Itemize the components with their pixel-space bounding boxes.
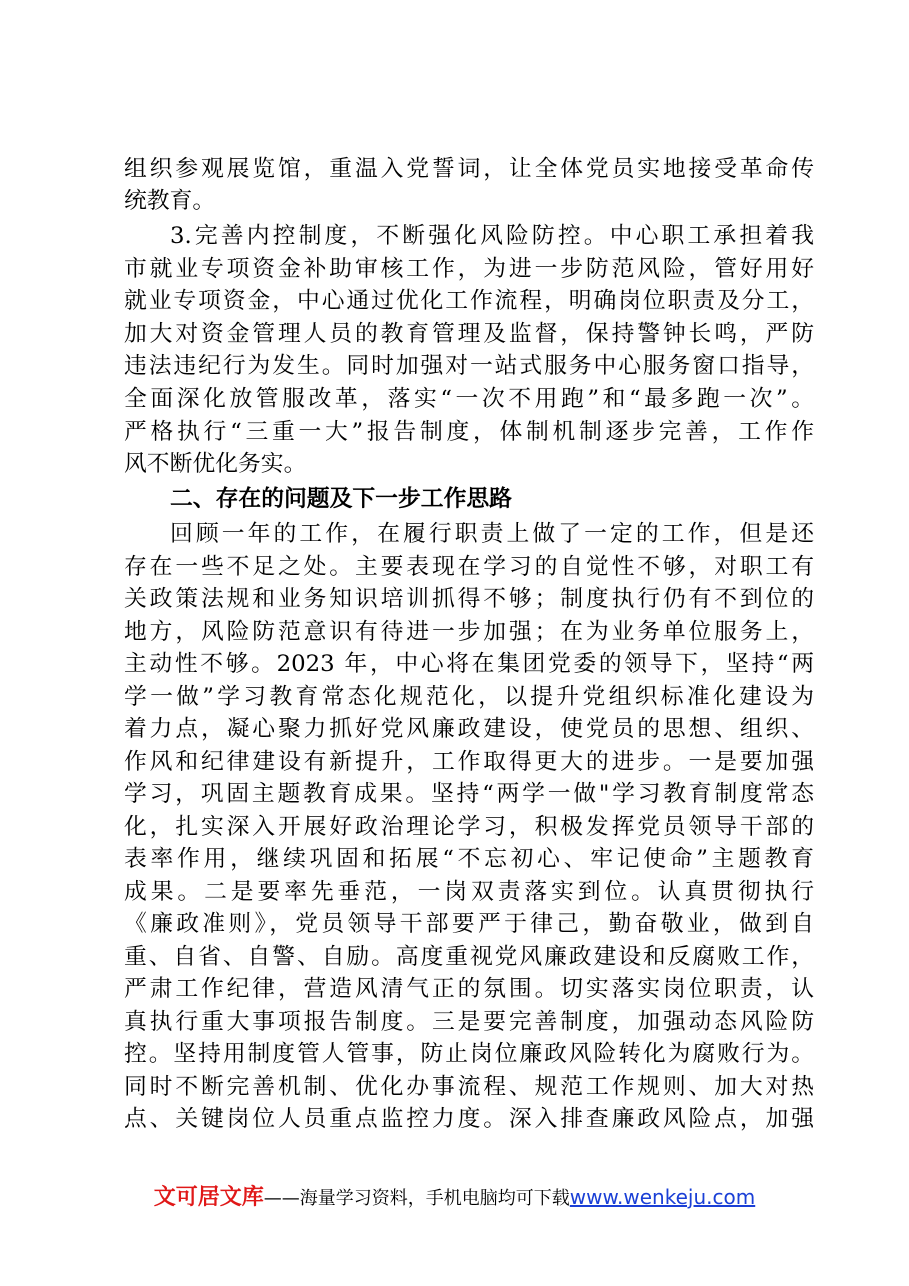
text-line: 作风和纪律建设有新提升，工作取得更大的进步。一是要加强 — [124, 749, 814, 775]
text-line: 真执行重大事项报告制度。三是要完善制度，加强动态风险防 — [124, 1009, 814, 1035]
text-line: 主动性不够。2023 年，中心将在集团党委的领导下，坚持“两 — [124, 651, 814, 677]
text-line: 严肃工作纪律，营造风清气正的氛围。切实落实岗位职责，认 — [124, 976, 814, 1002]
text-line: 点、关键岗位人员重点监控力度。深入排查廉政风险点，加强 — [124, 1106, 814, 1132]
footer-link[interactable]: www.wenkeju.com — [569, 1185, 756, 1209]
section-heading: 二、存在的问题及下一步工作思路 — [170, 486, 512, 512]
text-line: 存在一些不足之处。主要表现在学习的自觉性不够，对职工有 — [124, 554, 814, 580]
text-line: 着力点，凝心聚力抓好党风廉政建设，使党员的思想、组织、 — [124, 716, 814, 742]
footer-brand: 文可居文库 — [153, 1185, 264, 1210]
text-line: 加大对资金管理人员的教育管理及监督，保持警钟长鸣，严防 — [124, 321, 814, 347]
text-line: 严格执行“三重一大”报告制度，体制机制逐步完善，工作作 — [124, 419, 814, 445]
footer-banner — [0, 1180, 909, 1211]
text-line: 表率作用，继续巩固和拓展“不忘初心、牢记使命”主题教育 — [124, 846, 814, 872]
text-line: 《廉政准则》，党员领导干部要严于律己，勤奋敬业，做到自 — [124, 911, 814, 937]
text-line: 关政策法规和业务知识培训抓得不够；制度执行仍有不到位的 — [124, 586, 814, 612]
text-line: 重、自省、自警、自励。高度重视党风廉政建设和反腐败工作， — [124, 944, 814, 970]
text-line: 风不断优化务实。 — [124, 451, 307, 477]
text-line: 违法违纪行为发生。同时加强对一站式服务中心服务窗口指导， — [124, 353, 814, 379]
text-line: 统教育。 — [124, 188, 216, 214]
text-line: 组织参观展览馆，重温入党誓词，让全体党员实地接受革命传 — [124, 156, 814, 182]
text-line: 全面深化放管服改革，落实“一次不用跑”和“最多跑一次”。 — [124, 386, 814, 412]
text-line: 学一做”学习教育常态化规范化，以提升党组织标准化建设为 — [124, 684, 814, 710]
text-line: 成果。二是要率先垂范，一岗双责落实到位。认真贯彻执行 — [124, 879, 814, 905]
text-line: 地方，风险防范意识有待进一步加强；在为业务单位服务上， — [124, 619, 814, 645]
text-line: 市就业专项资金补助审核工作，为进一步防范风险，管好用好 — [124, 256, 814, 282]
text-line: 同时不断完善机制、优化办事流程、规范工作规则、加大对热 — [124, 1074, 814, 1100]
text-line: 就业专项资金，中心通过优化工作流程，明确岗位职责及分工， — [124, 288, 814, 314]
text-line: 回顾一年的工作，在履行职责上做了一定的工作，但是还 — [170, 521, 814, 547]
text-line: 学习，巩固主题教育成果。坚持“两学一做"学习教育制度常态 — [124, 781, 814, 807]
footer-slogan: ——海量学习资料，手机电脑均可下载 — [263, 1188, 570, 1209]
text-line: 化，扎实深入开展好政治理论学习，积极发挥党员领导干部的 — [124, 814, 814, 840]
text-line: 控。坚持用制度管人管事，防止岗位廉政风险转化为腐败行为。 — [124, 1041, 814, 1067]
text-line: 3.完善内控制度，不断强化风险防控。中心职工承担着我 — [170, 223, 814, 249]
